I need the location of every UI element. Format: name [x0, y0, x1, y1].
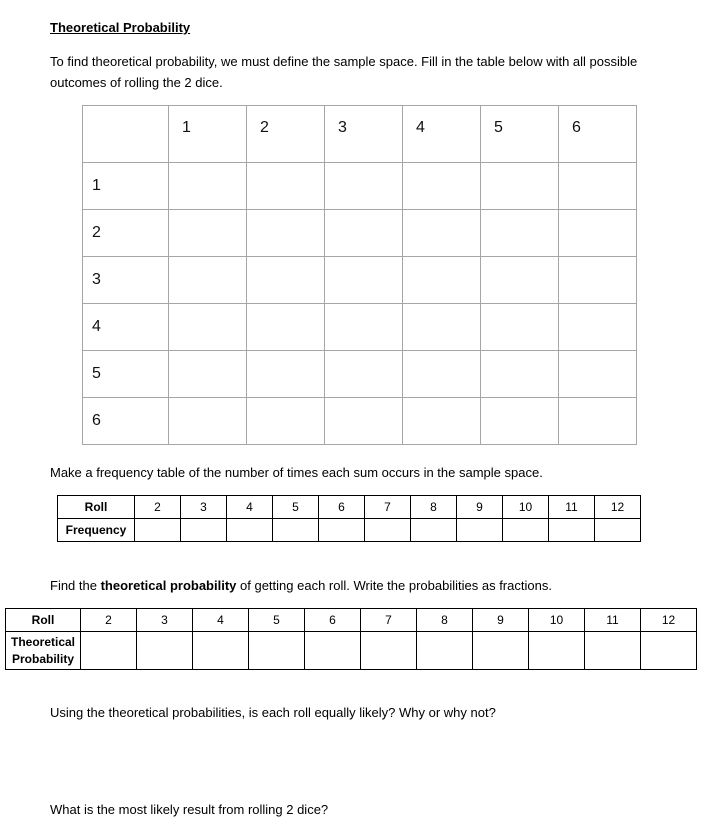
sample-space-col-header — [169, 106, 247, 163]
row-header-label: 5 — [83, 351, 169, 398]
sample-space-cell[interactable] — [559, 398, 637, 445]
sample-space-cell[interactable] — [169, 398, 247, 445]
prompt-text-before: Find the — [50, 578, 101, 593]
roll-value: 8 — [411, 496, 457, 519]
roll-value: 3 — [137, 609, 193, 632]
sample-space-cell[interactable] — [247, 398, 325, 445]
sample-space-table — [82, 105, 637, 445]
sample-space-cell[interactable] — [559, 163, 637, 210]
sample-space-col-header — [481, 106, 559, 163]
probability-cell[interactable] — [81, 632, 137, 670]
sample-space-col-header — [247, 106, 325, 163]
sample-space-cell[interactable] — [247, 163, 325, 210]
roll-value: 6 — [319, 496, 365, 519]
question-equally-likely: Using the theoretical probabilities, is each roll equally likely? Why or why not? — [50, 705, 496, 720]
row-header-label: 3 — [83, 257, 169, 304]
sample-space-cell[interactable] — [481, 163, 559, 210]
roll-value: 5 — [249, 609, 305, 632]
frequency-cell[interactable] — [181, 519, 227, 542]
frequency-cell[interactable] — [273, 519, 319, 542]
roll-value: 5 — [273, 496, 319, 519]
probability-value-row — [6, 632, 697, 670]
prompt-text-after: of getting each roll. Write the probabilities as fractions. — [236, 578, 552, 593]
roll-value: 7 — [361, 609, 417, 632]
frequency-cell[interactable] — [503, 519, 549, 542]
sample-space-cell[interactable] — [403, 304, 481, 351]
sample-space-row — [83, 163, 637, 210]
sample-space-cell[interactable] — [169, 163, 247, 210]
roll-value: 11 — [549, 496, 595, 519]
frequency-value-row — [58, 519, 641, 542]
row-header-label: 2 — [83, 210, 169, 257]
probability-cell[interactable] — [417, 632, 473, 670]
sample-space-cell[interactable] — [169, 351, 247, 398]
label-line-2: Probability — [11, 651, 74, 666]
prompt-text-bold: theoretical probability — [100, 578, 237, 593]
sample-space-cell[interactable] — [247, 210, 325, 257]
roll-value: 9 — [457, 496, 503, 519]
probability-cell[interactable] — [473, 632, 529, 670]
probability-cell[interactable] — [305, 632, 361, 670]
sample-space-cell[interactable] — [481, 257, 559, 304]
sample-space-cell[interactable] — [403, 257, 481, 304]
roll-value: 10 — [529, 609, 585, 632]
frequency-roll-row — [58, 496, 641, 519]
probability-table — [5, 608, 697, 670]
sample-space-cell[interactable] — [403, 398, 481, 445]
sample-space-cell[interactable] — [325, 304, 403, 351]
probability-cell[interactable] — [585, 632, 641, 670]
roll-value: 6 — [305, 609, 361, 632]
sample-space-cell[interactable] — [403, 163, 481, 210]
frequency-prompt: Make a frequency table of the number of times each sum occurs in the sample space. — [50, 465, 543, 480]
col-header-label: 3 — [338, 119, 347, 136]
sample-space-corner-cell — [83, 106, 169, 163]
probability-cell[interactable] — [193, 632, 249, 670]
theoretical-prompt — [50, 575, 552, 596]
theoretical-probability-label — [6, 632, 81, 670]
roll-value: 2 — [81, 609, 137, 632]
sample-space-cell[interactable] — [559, 210, 637, 257]
roll-label: Roll — [58, 496, 135, 519]
probability-cell[interactable] — [641, 632, 697, 670]
sample-space-col-header — [325, 106, 403, 163]
sample-space-row — [83, 398, 637, 445]
sample-space-col-header — [403, 106, 481, 163]
roll-value: 4 — [193, 609, 249, 632]
sample-space-cell[interactable] — [325, 163, 403, 210]
col-header-label: 6 — [572, 119, 581, 136]
sample-space-cell[interactable] — [325, 398, 403, 445]
col-header-label: 5 — [494, 119, 503, 136]
sample-space-cell[interactable] — [325, 257, 403, 304]
sample-space-cell[interactable] — [247, 304, 325, 351]
col-header-label: 4 — [416, 119, 425, 136]
sample-space-cell[interactable] — [481, 351, 559, 398]
col-header-label: 1 — [182, 119, 191, 136]
row-header-label: 6 — [83, 398, 169, 445]
probability-roll-row — [6, 609, 697, 632]
sample-space-row — [83, 210, 637, 257]
roll-value: 7 — [365, 496, 411, 519]
roll-value: 12 — [595, 496, 641, 519]
roll-value: 9 — [473, 609, 529, 632]
frequency-cell[interactable] — [319, 519, 365, 542]
sample-space-row — [83, 257, 637, 304]
sample-space-row — [83, 304, 637, 351]
roll-value: 8 — [417, 609, 473, 632]
sample-space-cell[interactable] — [481, 398, 559, 445]
col-header-label: 2 — [260, 119, 269, 136]
sample-space-cell[interactable] — [403, 210, 481, 257]
sample-space-cell[interactable] — [325, 351, 403, 398]
frequency-cell[interactable] — [365, 519, 411, 542]
sample-space-cell[interactable] — [481, 210, 559, 257]
label-line-1: Theoretical — [10, 634, 76, 649]
question-most-likely: What is the most likely result from rolling 2 dice? — [50, 802, 329, 817]
frequency-cell[interactable] — [595, 519, 641, 542]
intro-text: To find theoretical probability, we must define the sample space. Fill in the table below with all possible outcomes of rolling the 2 dice. — [50, 54, 638, 90]
probability-cell[interactable] — [137, 632, 193, 670]
frequency-cell[interactable] — [457, 519, 503, 542]
frequency-label: Frequency — [58, 519, 135, 542]
roll-value: 11 — [585, 609, 641, 632]
sample-space-cell[interactable] — [403, 351, 481, 398]
frequency-cell[interactable] — [227, 519, 273, 542]
roll-value: 12 — [641, 609, 697, 632]
sample-space-header-row — [83, 106, 637, 163]
row-header-label: 4 — [83, 304, 169, 351]
row-header-label: 1 — [83, 163, 169, 210]
roll-value: 3 — [181, 496, 227, 519]
sample-space-cell[interactable] — [481, 304, 559, 351]
sample-space-cell[interactable] — [325, 210, 403, 257]
page-title: Theoretical Probability — [50, 20, 191, 35]
frequency-table — [57, 495, 641, 542]
probability-cell[interactable] — [249, 632, 305, 670]
sample-space-cell[interactable] — [247, 257, 325, 304]
roll-value: 4 — [227, 496, 273, 519]
probability-cell[interactable] — [529, 632, 585, 670]
sample-space-cell[interactable] — [559, 351, 637, 398]
sample-space-cell[interactable] — [559, 257, 637, 304]
probability-cell[interactable] — [361, 632, 417, 670]
frequency-cell[interactable] — [135, 519, 181, 542]
roll-value: 10 — [503, 496, 549, 519]
sample-space-cell[interactable] — [169, 210, 247, 257]
roll-label: Roll — [6, 609, 81, 632]
frequency-cell[interactable] — [411, 519, 457, 542]
roll-value: 2 — [135, 496, 181, 519]
frequency-cell[interactable] — [549, 519, 595, 542]
sample-space-cell[interactable] — [169, 257, 247, 304]
sample-space-row — [83, 351, 637, 398]
sample-space-cell[interactable] — [247, 351, 325, 398]
sample-space-cell[interactable] — [169, 304, 247, 351]
sample-space-col-header — [559, 106, 637, 163]
sample-space-cell[interactable] — [559, 304, 637, 351]
